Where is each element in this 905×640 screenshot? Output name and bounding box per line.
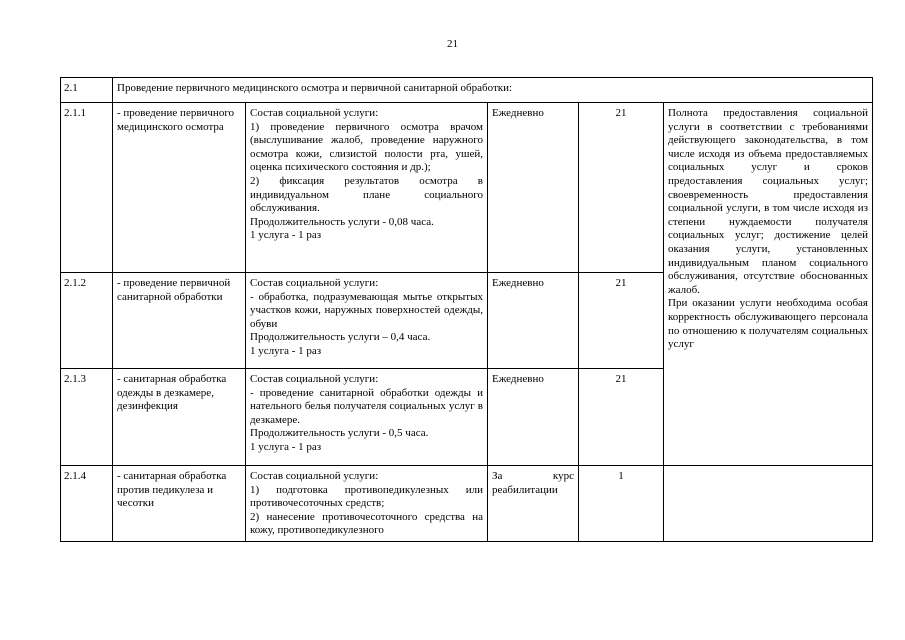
content-line: Продолжительность услуги – 0,4 часа. <box>250 331 431 344</box>
quality-criteria <box>664 103 873 466</box>
content-line: - обработка, подразумевающая мытье открытых участков кожи, наружных поверхностей одежды, обуви <box>250 290 483 330</box>
row-code: 2.1.2 <box>61 273 113 369</box>
content-line: 1) проведение первичного осмотра врачом (выслушивание жалоб, проведение наружного осмотра кожи, слизистой полости рта, ушей, оценка психического состояния и др.); <box>250 120 483 174</box>
content-line: 2) фиксация результатов осмотра в индивидуальном плане социального обслуживания. <box>250 174 483 215</box>
row-code: 2.1.4 <box>61 466 113 542</box>
content-line: - проведение санитарной обработки одежды и нательного белья получателя социальных услуг в дезкамере. <box>250 386 483 426</box>
content-line: Состав социальной услуги: <box>250 107 379 119</box>
row-volume: 21 <box>579 369 664 466</box>
content-line: Продолжительность услуги - 0,08 часа. <box>250 215 434 228</box>
content-line: Состав социальной услуги: <box>250 470 379 482</box>
content-line: 1 услуга - 1 раз <box>250 440 322 453</box>
row-frequency: Ежедневно <box>488 273 579 369</box>
row-frequency: Ежедневно <box>488 103 579 273</box>
row-name: - санитарная обработка одежды в дезкамере, дезинфекция <box>113 369 246 466</box>
content-line: 2) нанесение противочесоточного средства на кожу, противопедикулезного <box>250 510 483 537</box>
row-frequency: Ежедневно <box>488 369 579 466</box>
quality-empty-cell <box>664 466 873 542</box>
row-code: 2.1.3 <box>61 369 113 466</box>
row-volume: 21 <box>579 273 664 369</box>
quality-paragraph: При оказании услуги необходима особая корректность обслуживающего персонала по отношению к получателям социальных услуг <box>668 297 868 351</box>
row-name: - проведение первичной санитарной обработки <box>113 273 246 369</box>
content-line: 1 услуга - 1 раз <box>250 344 322 357</box>
row-code: 2.1.1 <box>61 103 113 273</box>
row-name: - проведение первичного медицинского осмотра <box>113 103 246 273</box>
table-row <box>61 466 873 542</box>
section-code: 2.1 <box>61 78 113 103</box>
content-line: Состав социальной услуги: <box>250 373 379 385</box>
row-frequency: За курс реабилитации <box>488 466 579 542</box>
row-content <box>246 103 488 273</box>
row-content <box>246 369 488 466</box>
row-volume: 1 <box>579 466 664 542</box>
page-number: 21 <box>447 38 458 50</box>
section-row <box>61 78 873 103</box>
content-line: 1 услуга - 1 раз <box>250 229 322 242</box>
content-line: 1) подготовка противопедикулезных или противочесоточных средств; <box>250 483 483 510</box>
table-row <box>61 103 873 273</box>
content-line: Состав социальной услуги: <box>250 277 379 289</box>
section-title: Проведение первичного медицинского осмотра и первичной санитарной обработки: <box>113 78 873 103</box>
content-line: Продолжительность услуги - 0,5 часа. <box>250 427 429 440</box>
services-table <box>60 77 873 542</box>
quality-paragraph: Полнота предоставления социальной услуги в соответствии с требованиями действующего законодательства, в том числе исходя из объема предоставляемых социальных услуг и сроков предоставления социальных услуг; своевременность предоставления социальной услуги, в том числе исходя из степени нуждаемости получателя социальных услуг; достижение целей оказания услуги, установленных индивидуальным планом социального обслуживания, отсутствие обоснованных жалоб. <box>668 107 868 296</box>
row-content <box>246 466 488 542</box>
row-content <box>246 273 488 369</box>
row-name: - санитарная обработка против педикулеза и чесотки <box>113 466 246 542</box>
row-volume: 21 <box>579 103 664 273</box>
